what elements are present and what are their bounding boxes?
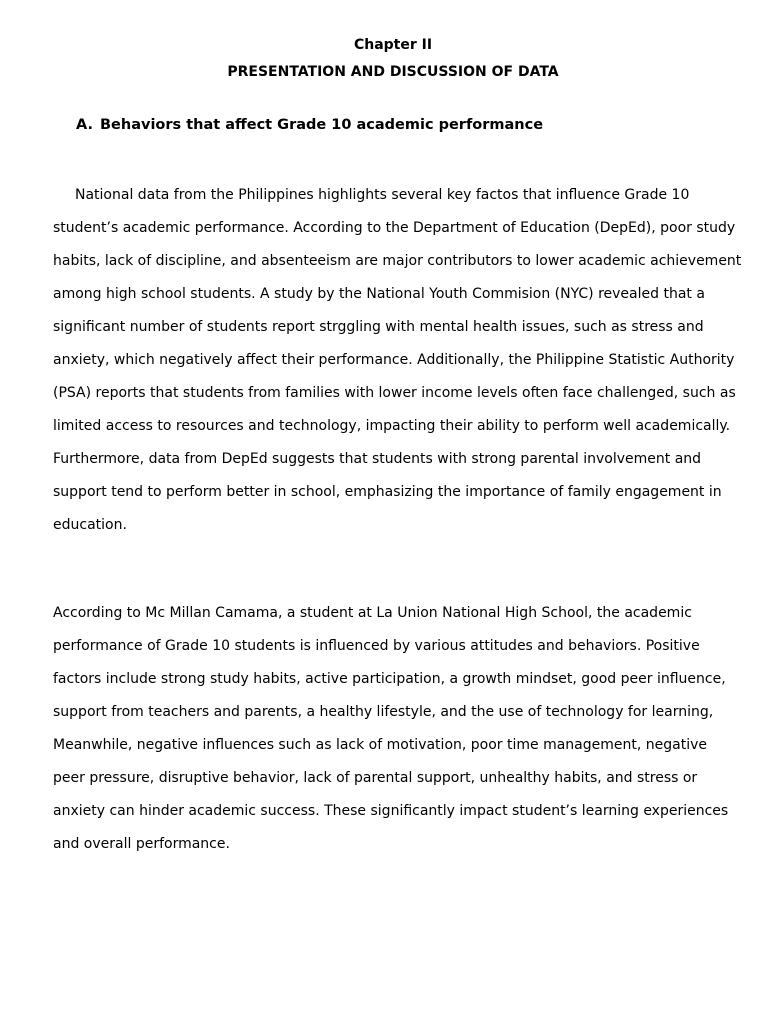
paragraph-line: and overall performance. [53, 836, 230, 852]
paragraph-line: anxiety, which negatively affect their performance. Additionally, the Philippine Statistic Authority [53, 352, 735, 368]
paragraph-line: anxiety can hinder academic success. These significantly impact student’s learning experiences [53, 803, 729, 819]
paragraph-line: According to Mc Millan Camama, a student at La Union National High School, the academic [53, 605, 692, 621]
paragraph-line: limited access to resources and technology, impacting their ability to perform well academically. [53, 418, 731, 434]
paragraph-line: Meanwhile, negative influences such as lack of motivation, poor time management, negative [53, 737, 707, 753]
paragraph-line: (PSA) reports that students from families with lower income levels often face challenged, such as [53, 385, 736, 401]
paragraph-line: Furthermore, data from DepEd suggests that students with strong parental involvement and [53, 451, 702, 467]
chapter-subtitle: PRESENTATION AND DISCUSSION OF DATA [227, 64, 559, 80]
chapter-title: Chapter II [353, 37, 433, 53]
paragraph-line: peer pressure, disruptive behavior, lack of parental support, unhealthy habits, and stress or [53, 770, 698, 786]
paragraph-line: education. [53, 517, 127, 533]
paragraph-line: habits, lack of discipline, and absenteeism are major contributors to lower academic achievement [53, 253, 742, 269]
paragraph-student-perspective [53, 597, 735, 861]
paragraph-line: support tend to perform better in school, emphasizing the importance of family engagement in [53, 484, 722, 500]
paragraph-line: among high school students. A study by the National Youth Commision (NYC) revealed that a [53, 286, 705, 302]
paragraph-line: support from teachers and parents, a healthy lifestyle, and the use of technology for learning, [53, 704, 714, 720]
section-heading-text: Behaviors that affect Grade 10 academic performance [100, 117, 544, 133]
paragraph-line: National data from the Philippines highlights several key factos that influence Grade 10 [75, 187, 690, 203]
paragraph-line: performance of Grade 10 students is influenced by various attitudes and behaviors. Positive [53, 638, 700, 654]
paragraph-line: factors include strong study habits, active participation, a growth mindset, good peer influence, [53, 671, 726, 687]
section-heading [76, 116, 543, 134]
section-letter: A. [76, 117, 93, 133]
paragraph-national-data [53, 179, 742, 542]
paragraph-line: student’s academic performance. According to the Department of Education (DepEd), poor study [53, 220, 736, 236]
paragraph-line: significant number of students report strggling with mental health issues, such as stress and [53, 319, 704, 335]
